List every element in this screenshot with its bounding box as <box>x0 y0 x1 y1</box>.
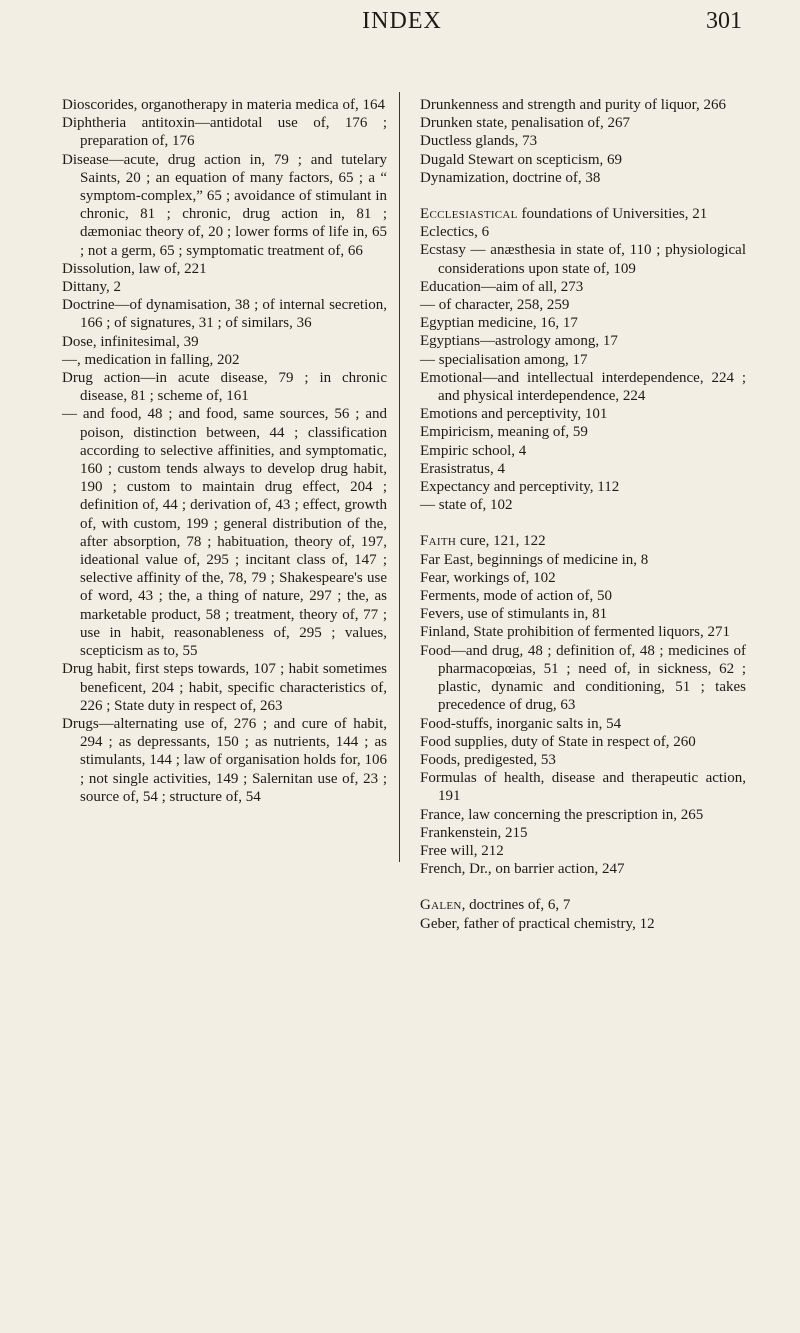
index-entry-text: Erasistratus, 4 <box>420 460 505 477</box>
index-entry-lead-word: Faith <box>420 533 457 550</box>
index-entry-text: Fevers, use of stimulants in, 81 <box>420 606 608 623</box>
index-entry: Drug habit, first steps towards, 107 ; habit sometimes beneficent, 204 ; habit, specific characteristics of, 226 ; State duty in respect of, 263 <box>62 661 387 714</box>
index-entry-text: Egyptians—astrology among, 17 <box>420 333 618 350</box>
index-entry <box>420 423 746 441</box>
index-entry <box>420 369 746 405</box>
index-entry-text: Foods, predigested, 53 <box>420 751 556 768</box>
index-entry: Diphtheria antitoxin—antidotal use of, 176 ; preparation of, 176 <box>62 115 387 150</box>
page-header <box>62 8 742 48</box>
index-entry <box>420 314 746 332</box>
index-entry: Drug action—in acute disease, 79 ; in chronic disease, 81 ; scheme of, 161 <box>62 370 387 405</box>
running-title: INDEX <box>362 8 442 34</box>
index-entry: Doctrine—of dynamisation, 38 ; of internal secretion, 166 ; of signatures, 31 ; of similars, 36 <box>62 297 387 332</box>
index-entry: Dittany, 2 <box>62 279 122 296</box>
index-entry: Dissolution, law of, 221 <box>62 260 207 277</box>
index-entry-text: Empiric school, 4 <box>420 442 527 459</box>
index-entry-text: — of character, 258, 259 <box>420 297 570 314</box>
index-entry-text: Food-stuffs, inorganic salts in, 54 <box>420 715 622 732</box>
index-entry-text: Drunken state, penalisation of, 267 <box>420 115 630 132</box>
index-entry <box>420 169 746 187</box>
index-entry <box>420 605 746 623</box>
index-entry-text: , doctrines of, 6, 7 <box>461 897 571 914</box>
index-entry <box>420 460 746 478</box>
index-column-right <box>420 96 746 933</box>
index-entry <box>420 296 746 314</box>
index-entry-text: France, law concerning the prescription in, 265 <box>420 806 704 823</box>
index-entry-text: Emotional—and intellectual interdependence, 224 ; and physical interdependence, 224 <box>420 369 746 405</box>
index-entry-lead-word: Galen <box>420 897 462 914</box>
index-entry <box>420 587 746 605</box>
index-entry <box>420 278 746 296</box>
index-entry-text: Eclectics, 6 <box>420 224 490 241</box>
index-entry-text: — state of, 102 <box>420 497 513 514</box>
index-entry-text: Geber, father of practical chemistry, 12 <box>420 915 655 932</box>
index-entry <box>420 569 746 587</box>
index-entry <box>420 442 746 460</box>
index-entry <box>420 478 746 496</box>
index-entry-lead-word: Ecclesiastical <box>420 206 518 223</box>
index-entry-text: Expectancy and perceptivity, 112 <box>420 479 620 496</box>
index-entry-text: Dynamization, doctrine of, 38 <box>420 169 601 186</box>
index-entry-text: cure, 121, 122 <box>456 533 546 550</box>
index-entry: Dose, infinitesimal, 39 <box>62 333 199 350</box>
index-entry <box>420 223 746 241</box>
index-entry <box>420 769 746 805</box>
index-entry-text: Free will, 212 <box>420 842 504 859</box>
index-entry <box>420 241 746 277</box>
index-entry <box>420 114 746 132</box>
index-entry: Dioscorides, organotherapy in materia medica of, 164 <box>62 97 385 113</box>
index-entry <box>420 332 746 350</box>
index-entry: —, medication in falling, 202 <box>62 351 240 368</box>
index-entry <box>420 623 746 641</box>
index-column-left <box>62 96 387 806</box>
index-entry <box>420 751 746 769</box>
index-entry-text: Emotions and perceptivity, 101 <box>420 406 608 423</box>
index-entry <box>420 151 746 169</box>
index-entry <box>420 496 746 514</box>
index-entry <box>420 551 746 569</box>
index-entry-text: Finland, State prohibition of fermented liquors, 271 <box>420 624 730 641</box>
index-entry-text: Ductless glands, 73 <box>420 133 538 150</box>
index-entry-text: Education—aim of all, 273 <box>420 278 584 295</box>
index-entry-text: Ferments, mode of action of, 50 <box>420 588 613 605</box>
index-entry-text: Dugald Stewart on scepticism, 69 <box>420 151 623 168</box>
index-entry <box>420 842 746 860</box>
index-entry <box>420 824 746 842</box>
index-entry <box>420 860 746 878</box>
index-entry-text: Food supplies, duty of State in respect of, 260 <box>420 733 696 750</box>
index-entry-text: Frankenstein, 215 <box>420 824 528 841</box>
index-entry-text: — specialisation among, 17 <box>420 351 588 368</box>
index-entry-text: Fear, workings of, 102 <box>420 569 556 586</box>
index-entry: Drugs—alternating use of, 276 ; and cure of habit, 294 ; as depressants, 150 ; as nutrients, 144 ; as stimulants, 144 ; law of organisation holds for, 106 ; not single activities, 149 ; Salernitan use of, 23 ; source of, 54 ; structure of, 54 <box>62 715 387 805</box>
page-number: 301 <box>706 8 742 34</box>
index-entry-text: Far East, beginnings of medicine in, 8 <box>420 551 649 568</box>
index-letter-group-start <box>420 205 746 223</box>
index-entry: Disease—acute, drug action in, 79 ; and tutelary Saints, 20 ; an equation of many factors, 65 ; a “ symptom-complex,” 65 ; avoidance of stimulant in chronic, 81 ; chronic, drug action in, 81 ; dæmoniac theory of, 20 ; lower forms of life in, 65 ; not a germ, 65 ; symptomatic treatment of, 66 <box>62 151 387 259</box>
index-entry: — and food, 48 ; and food, same sources, 56 ; and poison, distinction between, 44 ; classification according to selective affinities, and symptomatic, 160 ; custom tends always to develop drug habit, 190 ; custom to maintain drug effect, 204 ; definition of, 44 ; derivation of, 43 ; effect, growth of, with custom, 199 ; general distribution of the, after absorption, 78 ; habituation, theory of, 197, ideational value of, 295 ; incitant class of, 147 ; selective affinity of the, 78, 79 ; Shakespeare's use of word, 43 ; the, a thing of nature, 297 ; the, as marketable product, 58 ; treatment, theory of, 77 ; use in habit, reasonableness of, 295 ; values, scepticism as to, 55 <box>62 406 387 660</box>
index-entry <box>420 806 746 824</box>
index-entry <box>420 715 746 733</box>
index-entry-text: Formulas of health, disease and therapeutic action, 191 <box>420 770 746 805</box>
index-entry <box>420 405 746 423</box>
index-entry <box>420 132 746 150</box>
index-entry <box>420 351 746 369</box>
index-entry <box>420 915 746 933</box>
index-entry-text: foundations of Universities, 21 <box>517 206 708 223</box>
column-divider <box>399 92 400 862</box>
index-entry-text: Ecstasy — anæsthesia in state of, 110 ; physiological considerations upon state of, 109 <box>420 242 746 277</box>
index-entry-text: Food—and drug, 48 ; definition of, 48 ; medicines of pharmacopœias, 51 ; need of, in sickness, 62 ; plastic, dynamic and conditioning, 51 ; takes precedence of drug, 63 <box>420 642 746 714</box>
index-entry-text: Drunkenness and strength and purity of liquor, 266 <box>420 97 727 113</box>
index-letter-group-start <box>420 896 746 914</box>
index-entry-text: Egyptian medicine, 16, 17 <box>420 315 578 332</box>
index-entry-text: Empiricism, meaning of, 59 <box>420 424 588 441</box>
index-entry <box>420 642 746 715</box>
index-entry <box>420 96 746 114</box>
index-letter-group-start <box>420 532 746 550</box>
index-entry-text: French, Dr., on barrier action, 247 <box>420 861 625 878</box>
index-entry <box>420 733 746 751</box>
